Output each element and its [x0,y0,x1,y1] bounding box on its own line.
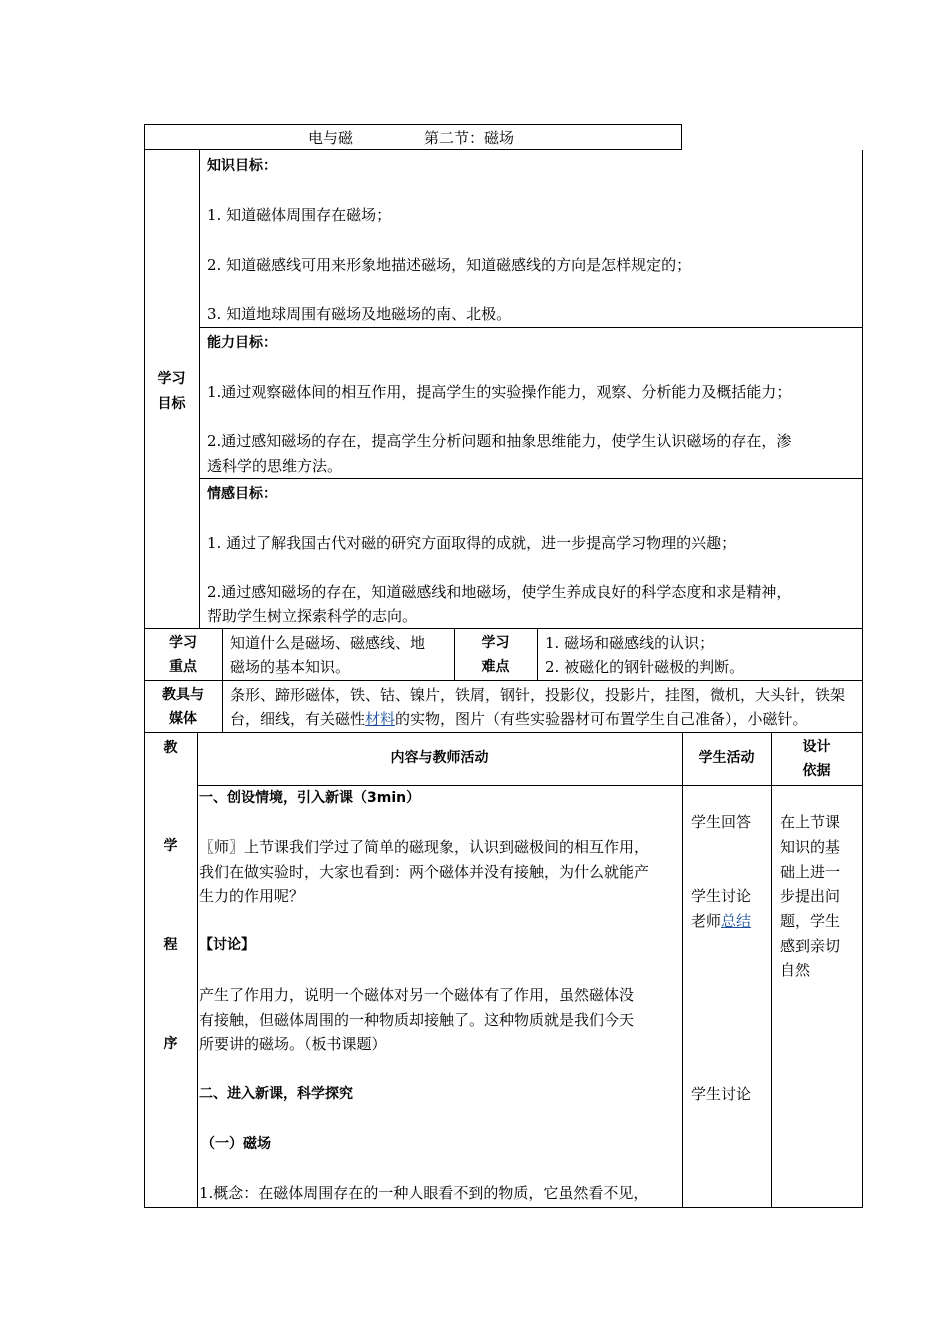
col-header-basis-1: 设计 [802,739,831,755]
materials-line-1: 条形、蹄形磁体，铁、钴、镍片，铁屑，钢针，投影仪，投影片，挂图，微机，大头针，铁架 [230,686,846,704]
row-line [144,628,863,629]
process-label-4: 序 [163,1036,178,1052]
teacher-summary [691,909,751,933]
materials-line-2a: 台，细线，有关磁性 [230,710,366,728]
student-answer: 学生回答 [691,813,752,831]
header-strip [144,124,682,150]
ability-title: 能力目标： [207,335,277,351]
teacher-para-1: 〖师〗上节课我们学过了简单的磁现象，认识到磁极间的相互作用， [199,838,650,856]
discuss-para-2: 有接触，但磁体周围的一种物质却接触了。这种物质就是我们今天 [199,1011,635,1029]
process-label-2: 学 [163,838,178,854]
difficult-label-1: 学习 [481,635,510,651]
objectives-label-2: 目标 [157,396,186,412]
col-line [537,628,538,680]
teacher-para-3: 生力的作用呢？ [199,887,305,905]
materials-link[interactable]: 材料 [365,710,396,728]
emotion-title: 情感目标： [207,486,277,502]
chapter-title: 电与磁 [308,129,354,147]
emotion-item-2: 2.通过感知磁场的存在，知道磁感线和地磁场，使学生养成良好的科学态度和求是精神， [207,583,792,601]
objectives-divider [199,150,200,628]
discuss-para-3: 所要讲的磁场。（板书课题） [199,1035,387,1053]
emotion-item-3: 帮助学生树立探索科学的志向。 [207,607,418,625]
row-line [144,680,863,681]
col-header-content: 内容与教师活动 [390,750,489,766]
basis-line-1: 在上节课 [780,813,841,831]
row-line [199,327,863,328]
basis-line-5: 题，学生 [780,912,841,930]
section2-title: 二、进入新课，科学探究 [199,1086,353,1102]
key-text-1: 知道什么是磁场、磁感线、地 [230,634,426,652]
basis-line-2: 知识的基 [780,838,841,856]
col-header-basis-2: 依据 [802,763,831,779]
col-line [682,732,683,1208]
section-title: 第二节：磁场 [424,129,515,147]
key-text-2: 磁场的基本知识。 [230,658,351,676]
knowledge-item-3: 3. 知道地球周围有磁场及地磁场的南、北极。 [207,305,512,323]
sub-title-magnetic-field: （一）磁场 [201,1136,271,1152]
table-right-border [862,150,863,1208]
row-line [199,478,863,479]
basis-line-7: 自然 [780,961,811,979]
section1-title: 一、创设情境，引入新课（3min） [199,790,421,806]
materials-label-1: 教具与 [162,687,204,703]
basis-line-6: 感到亲切 [780,937,841,955]
col-line [222,680,223,732]
knowledge-item-2: 2. 知道磁感线可用来形象地描述磁场，知道磁感线的方向是怎样规定的； [207,256,692,274]
col-line [771,732,772,1208]
concept-line: 1.概念：在磁体周围存在的一种人眼看不到的物质，它虽然看不见， [199,1184,649,1202]
ability-item-1: 1.通过观察磁体间的相互作用，提高学生的实验操作能力，观察、分析能力及概括能力； [207,383,792,401]
basis-line-4: 步提出问 [780,887,841,905]
process-label-3: 程 [163,937,178,953]
basis-line-3: 础上进一 [780,863,841,881]
col-header-student: 学生活动 [698,750,755,766]
knowledge-item-1: 1. 知道磁体周围存在磁场； [207,206,392,224]
col-line [197,732,198,1208]
table-bottom-border [144,1207,863,1208]
teacher-para-2: 我们在做实验时，大家也看到：两个磁体并没有接触，为什么就能产 [199,863,650,881]
key-label-1: 学习 [169,635,197,651]
ability-item-2: 2.通过感知磁场的存在，提高学生分析问题和抽象思维能力，使学生认识磁场的存在，渗 [207,432,792,450]
key-label-2: 重点 [169,659,197,675]
process-label-1: 教 [163,740,178,756]
knowledge-title: 知识目标： [207,158,277,174]
materials-line-2b: 的实物，图片（有些实验器材可布置学生自己准备），小磁针。 [395,710,808,728]
objectives-label-1: 学习 [157,371,186,387]
col-line [222,628,223,680]
row-line [144,732,863,733]
student-discuss-2: 学生讨论 [691,1085,752,1103]
ability-item-3: 透科学的思维方法。 [207,457,343,475]
student-discuss: 学生讨论 [691,887,752,905]
emotion-item-1: 1. 通过了解我国古代对磁的研究方面取得的成就，进一步提高学习物理的兴趣； [207,534,737,552]
difficult-text-2: 2. 被磁化的钢针磁极的判断。 [545,658,745,676]
teacher-prefix: 老师 [691,912,722,930]
materials-label-2: 媒体 [169,711,197,727]
materials-line-2 [230,707,808,731]
discuss-label: 【讨论】 [199,937,255,953]
summary-link[interactable]: 总结 [721,912,752,930]
difficult-label-2: 难点 [481,659,510,675]
discuss-para-1: 产生了作用力，说明一个磁体对另一个磁体有了作用，虽然磁体没 [199,986,635,1004]
difficult-text-1: 1. 磁场和磁感线的认识； [545,634,715,652]
